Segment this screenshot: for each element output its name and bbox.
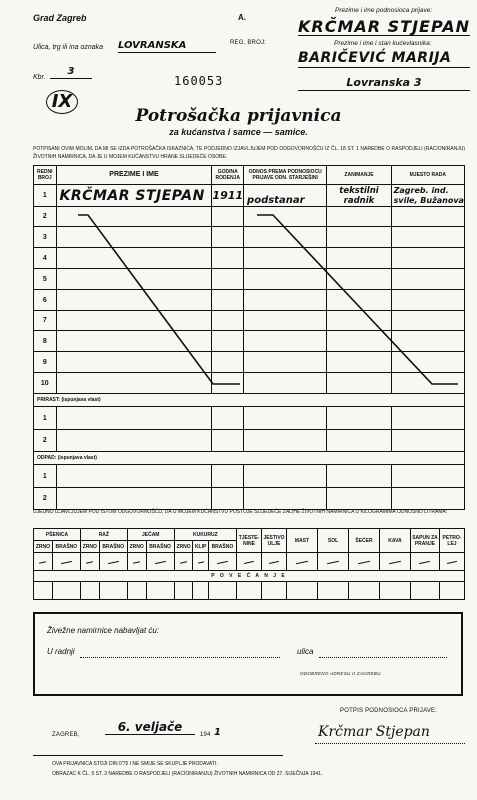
sub-brasno: BRAŠNO [52,541,80,553]
group-jecam: JEČAM [127,529,174,541]
stock-intro: UJEDNO IZJAVLJUJEM POD ISTOM ODGOVORNOŠĆU, DA U MOJEM KUĆANSTVU POSTOJE SLIJEDEĆE ZALIHE ŽIVOTNIH NAMIRNICA U KILOGRAMIMA ODNOSNO LITRAMA: [33,509,448,515]
table-row [34,430,465,452]
row-number: 7 [34,311,57,331]
signature-value: Krčmar Stjepan [318,724,430,740]
col-godina: GODINA RODENJA [212,166,244,185]
shop-box [33,612,463,696]
street-label: Ulica, trg ili ina oznaka [33,44,104,51]
col-secer: ŠEĆER [349,529,380,553]
workplace-line-1: Zagreb. ind. [393,185,449,195]
table-row [34,227,465,248]
signature-label: POTPIS PODNOSIOCA PRIJAVE: [340,708,438,714]
stock-cell-empty [52,553,80,571]
form-number: 160053 [174,74,224,88]
row-number: 5 [34,269,57,290]
landlord-value: BARIČEVIĆ MARIJA [298,50,470,68]
row-number: 1 [34,465,57,488]
street-value: LOVRANSKA [118,40,216,53]
sub-zrno: ZRNO [34,541,53,553]
row-number: 3 [34,227,57,248]
approval-stamp: ODOBRENO ADRESU II ZAGREBU [300,671,381,676]
stock-cell-empty [440,553,465,571]
year-prefix: 194 [200,732,211,738]
sub-zrno: ZRNO [174,541,193,553]
col-ulje: JESTIVO ULJE [262,529,287,553]
stock-cell-empty [127,553,146,571]
footer-note-1: OVA PRIJAVNICA STOJI DIN 0'75 I NE SMIJE SE SKUPLJE PRODAVATI. [52,761,218,767]
stock-increase-row [34,582,465,600]
stock-cell-empty [146,553,174,571]
stock-cell-empty [318,553,349,571]
intro-text: POTPISANI OVIM MOLIM, DA MI SE IZDA POTROŠAČKA ISKAZNICA, TE PODJEDNO IZJAVLJUJEM POD ODGOVORNOŠĆU IZ ČL. 18 ST. 1 NAREDBE O RASPODJELI (RACIONIRANJU) ŽIVOTNIH NAMIRNICA, DA JE U MOJEM KUĆANSTVU HRANE SLIJEDEĆE OSOBE: [33,146,465,160]
house-value: 3 [50,66,92,79]
stock-cell-empty [380,553,411,571]
landlord-address: Lovranska 3 [298,76,470,91]
person-year: 1911 [212,185,244,207]
col-kava: KAVA [380,529,411,553]
table-row [34,407,465,430]
person-name: KRČMAR STJEPAN [56,185,212,207]
stock-cell-empty [99,553,127,571]
row-number: 2 [34,207,57,227]
stamp-mark: IX [46,90,78,114]
year-suffix: 1 [214,727,221,738]
table-row [34,352,465,373]
stock-cell-empty [237,553,262,571]
signature-line [315,743,465,744]
person-occupation [327,185,391,207]
stock-cell-empty [193,553,208,571]
row-number: 1 [34,185,57,207]
ulica-label: ulica [297,647,314,656]
applicant-value: KRČMAR STJEPAN [298,17,471,36]
odpad-label: ODPAD: (ispunjava vlast) [34,452,465,465]
row-number: 1 [34,407,57,430]
radnji-label: U radnji [47,647,75,656]
house-label: Kbr. [33,74,46,81]
stock-table [33,528,465,600]
reg-label: REG. BROJ: [230,40,267,46]
sub-zrno: ZRNO [80,541,99,553]
sub-brasno: BRAŠNO [99,541,127,553]
footer-rule [33,755,283,756]
table-row [34,331,465,352]
radnji-field [80,656,280,658]
landlord-label: Prezime i ime i stan kućevlasnika: [334,40,432,47]
row-number: 2 [34,430,57,452]
series-letter: A. [238,13,246,22]
table-row [34,269,465,290]
stock-cell-empty [80,553,99,571]
row-number: 9 [34,352,57,373]
form-subtitle: za kućanstva i samce — samice. [169,127,308,137]
occupation-line-2: radnik [343,195,375,206]
row-number: 10 [34,373,57,394]
col-sapun: SAPUN ZA PRANJE [411,529,440,553]
table-row [34,373,465,394]
povecanje-label: P O V E Ć A N J E [34,571,465,582]
city-label: Grad Zagreb [33,13,87,23]
place-label: ZAGREB, [52,732,80,738]
table-row [34,185,465,207]
col-zanimanje: ZANIMANJE [327,166,391,185]
stock-cell-empty [174,553,193,571]
stock-cell-empty [34,553,53,571]
row-number: 2 [34,488,57,510]
group-raz: RAŽ [80,529,127,541]
stock-cell-empty [262,553,287,571]
person-relation: podstanar [244,185,327,207]
applicant-label: Prezime i ime podnosioca prijave: [335,7,433,14]
sub-brasno: BRAŠNO [146,541,174,553]
person-workplace [391,185,464,207]
occupation-line-1: tekstilni [339,185,379,196]
prirast-label: PRIRAST: (ispunjava vlast) [34,394,465,407]
date-value: 6. veljače [105,720,195,735]
col-petrolej: PETRO-LEJ [440,529,465,553]
sub-klip: KLIP [193,541,208,553]
table-row [34,488,465,510]
table-row [34,311,465,331]
ulica-field [319,656,447,658]
footer-note-2: OBRAZAC K ČL. 5 ST. 3 NAREDBE O RASPODJELI (RACIONIRANJU) ŽIVOTNIH NAMIRNICA OD 27. SIJEČNJA 1941. [52,771,323,777]
col-tjestenine: TJESTE-NINE [237,529,262,553]
stock-cell-empty [287,553,318,571]
form-title: Potrošačka prijavnica [135,106,342,126]
col-sol: SOL [318,529,349,553]
sub-zrno: ZRNO [127,541,146,553]
stock-cell-empty [411,553,440,571]
stock-cell-empty [208,553,236,571]
stock-cell-empty [349,553,380,571]
col-mjesto-rada: MJESTO RADA [391,166,464,185]
row-number: 4 [34,248,57,269]
col-odnos: ODNOS PREMA PODNOSIOCU PRIJAVE ODN. STARJEŠINI [244,166,327,185]
row-number: 8 [34,331,57,352]
group-psenica: PŠENICA [34,529,81,541]
workplace-line-2: svile, Bužanova [393,195,464,205]
persons-table [33,165,465,510]
col-mast: MAST [287,529,318,553]
table-row [34,465,465,488]
table-row [34,248,465,269]
stock-values-row [34,553,465,571]
col-prezime-ime: PREZIME I IME [56,166,212,185]
shop-box-title: Živežne namirnice nabavljat ću: [47,626,160,635]
table-row [34,290,465,311]
col-redni-broj: REDNI BROJ [34,166,57,185]
group-kukuruz: KUKURUZ [174,529,236,541]
row-number: 6 [34,290,57,311]
table-row [34,207,465,227]
sub-brasno: BRAŠNO [208,541,236,553]
